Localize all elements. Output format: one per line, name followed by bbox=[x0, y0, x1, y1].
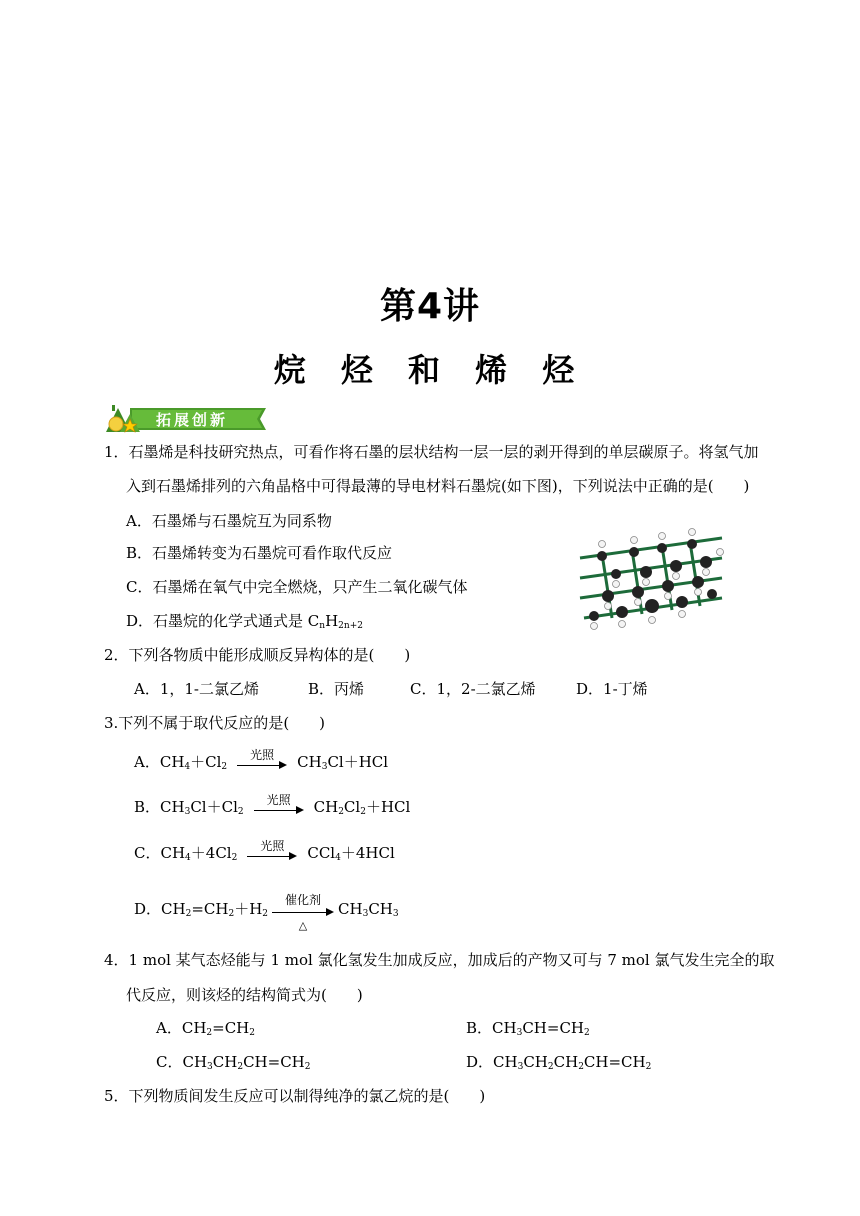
q1-option-b: B．石墨烯转变为石墨烷可看作取代反应 bbox=[126, 544, 393, 562]
q4-option-d: D．$CH_3CH_2CH_2CH=CH_2$ bbox=[466, 1053, 652, 1072]
q2-option-a: A．1，1-二氯乙烯 bbox=[134, 680, 259, 698]
q1-option-d bbox=[126, 611, 363, 631]
q4-a-label: A． bbox=[156, 1019, 182, 1037]
q5-stem: 5．下列物质间发生反应可以制得纯净的氯乙烷的是( ) bbox=[104, 1087, 486, 1105]
q4-option-a: A．$CH_2=CH_2$ bbox=[156, 1019, 256, 1038]
q4-option-c: C．$CH_3CH_2CH=CH_2$ bbox=[156, 1053, 311, 1072]
q1-option-d-n: n bbox=[319, 621, 326, 631]
q2-option-b: B．丙烯 bbox=[308, 680, 365, 698]
q4-option-b: B．$CH_3CH=CH_2$ bbox=[466, 1019, 590, 1038]
graphane-structure-image bbox=[572, 520, 726, 632]
q3-option-b: B．$CH_3Cl+Cl_2$ 光照 $CH_2Cl_2+HCl$ bbox=[134, 797, 410, 817]
lesson-title: 烷 烃 和 烯 烃 bbox=[273, 351, 587, 389]
q3-stem: 3.下列不属于取代反应的是( ) bbox=[104, 714, 326, 732]
q3-d-arrow bbox=[272, 893, 334, 932]
q1-option-d-sub: 2n+2 bbox=[338, 621, 363, 631]
q3-a-arrow bbox=[237, 748, 287, 771]
q4-stem-line2: 代反应，则该烃的结构简式为( ) bbox=[126, 986, 363, 1004]
q1-stem-line1: 1．石墨烯是科技研究热点，可看作将石墨的层状结构一层一层的剥开得到的单层碳原子。将氢气加 bbox=[104, 443, 759, 461]
q3-b-condition: 光照 bbox=[266, 793, 291, 807]
banner-text: 拓展创新 bbox=[156, 411, 229, 429]
q2-option-d: D．1-丁烯 bbox=[576, 680, 648, 698]
q2-option-c: C．1，2-二氯乙烯 bbox=[410, 680, 536, 698]
q3-d-label: D． bbox=[134, 900, 162, 918]
q1-option-d-prefix: D．石墨烷的化学式通式是 C bbox=[126, 612, 320, 630]
section-banner bbox=[100, 402, 272, 436]
q3-a-label: A． bbox=[134, 753, 160, 771]
q3-option-c: C．$CH_4+4Cl_2$ 光照 CCl$_4$＋4HCl bbox=[134, 843, 395, 863]
q3-c-label: C． bbox=[134, 844, 161, 862]
q3-d-condition-top: 催化剂 bbox=[285, 893, 322, 907]
q4-b-label: B． bbox=[466, 1019, 493, 1037]
q3-d-condition-bottom: △ bbox=[298, 919, 308, 932]
q3-c-condition: 光照 bbox=[260, 839, 285, 853]
q2-stem: 2．下列各物质中能形成顺反异构体的是( ) bbox=[104, 646, 411, 664]
q4-d-label: D． bbox=[466, 1053, 494, 1071]
q1-stem-line2: 入到石墨烯排列的六角晶格中可得最薄的导电材料石墨烷(如下图)，下列说法中正确的是( ) bbox=[126, 477, 750, 495]
q1-option-d-h: H bbox=[325, 612, 339, 630]
q3-option-d: D．$CH_2=CH_2+H_2$ 催化剂 △ $CH_3CH_3$ bbox=[134, 899, 399, 919]
q3-option-a: A．$CH_4+Cl_2$ 光照 $CH_3Cl+HCl$ bbox=[134, 752, 388, 772]
q3-b-label: B． bbox=[134, 798, 161, 816]
q3-b-arrow bbox=[254, 793, 304, 816]
q1-option-c: C．石墨烯在氧气中完全燃烧，只产生二氧化碳气体 bbox=[126, 578, 468, 596]
q1-option-a: A．石墨烯与石墨烷互为同系物 bbox=[126, 512, 332, 530]
q3-a-condition: 光照 bbox=[250, 748, 275, 762]
q4-c-label: C． bbox=[156, 1053, 183, 1071]
q4-stem-line1: 4．1 mol 某气态烃能与 1 mol 氯化氢发生加成反应，加成后的产物又可与 7 mol 氯气发生完全的取 bbox=[104, 951, 775, 969]
lesson-number: 第4讲 bbox=[379, 286, 481, 327]
q3-c-arrow bbox=[247, 839, 297, 862]
